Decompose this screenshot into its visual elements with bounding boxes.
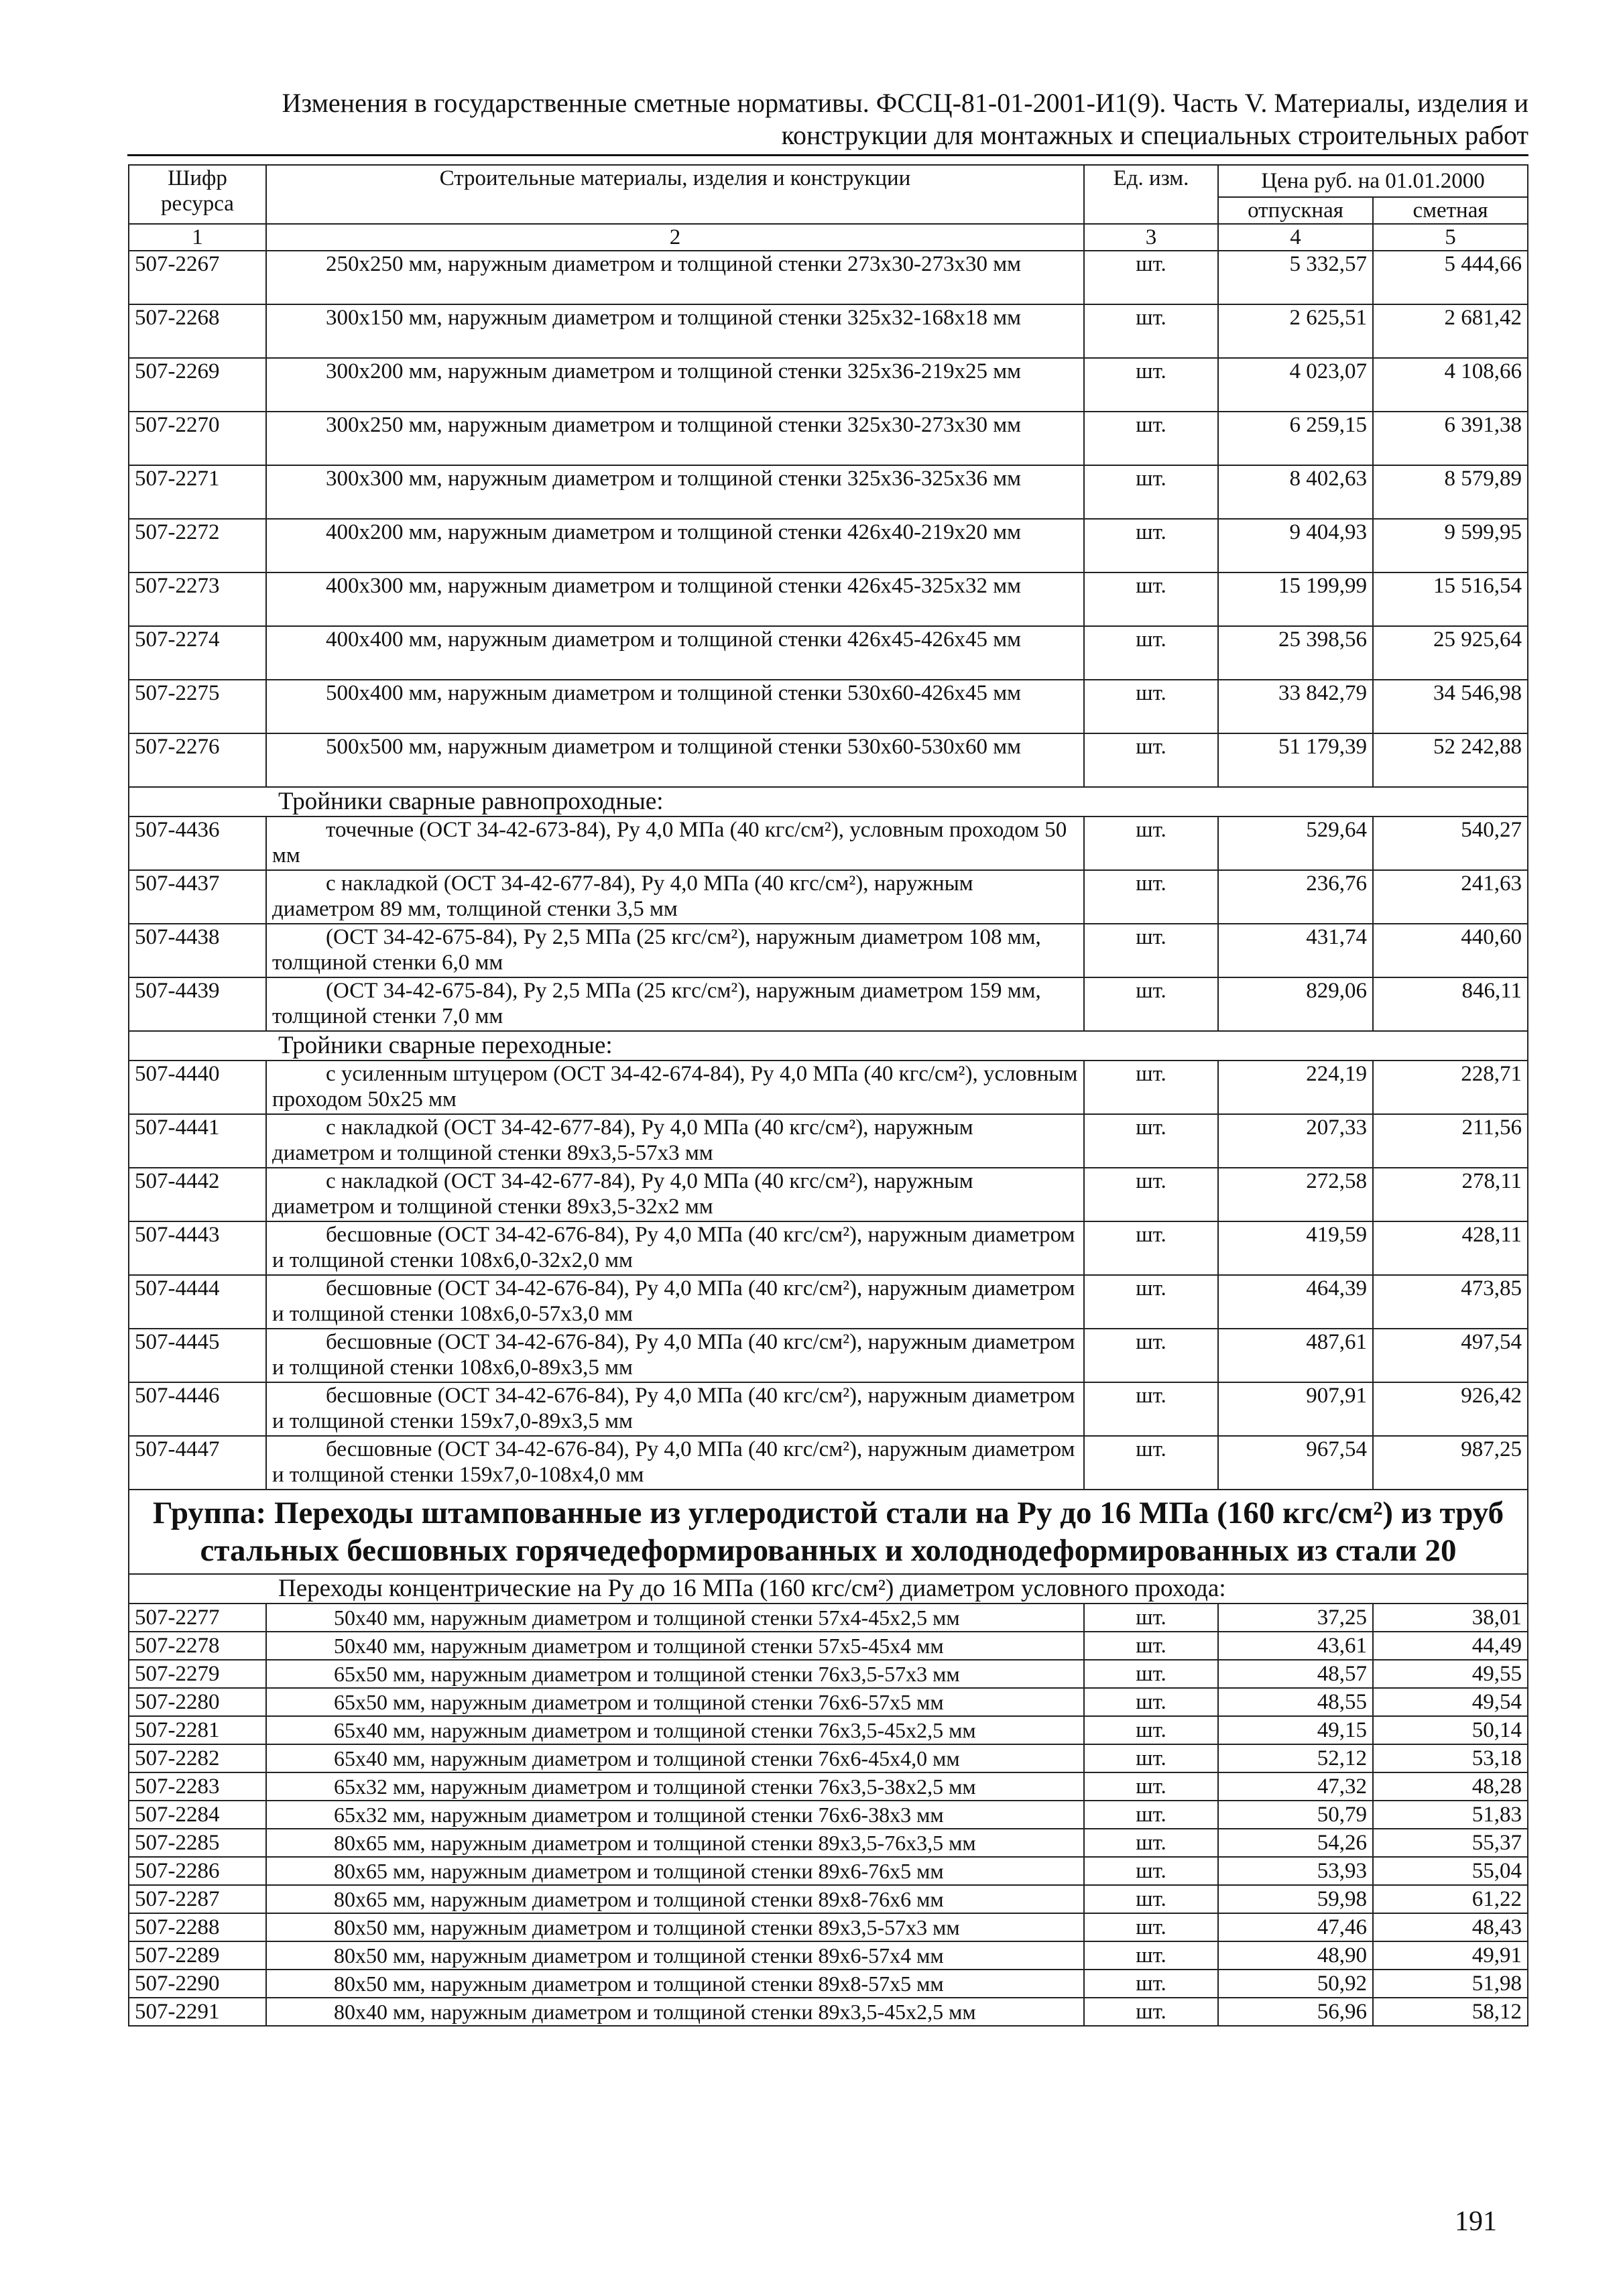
- resource-code: 507-2286: [129, 1857, 266, 1885]
- table-row: [129, 1688, 1528, 1716]
- section-subheading: Переходы концентрические на Ру до 16 МПа (160 кгс/см²) диаметром условного прохода:: [129, 1574, 1528, 1604]
- price-estimate: 8 579,89: [1373, 465, 1528, 519]
- price-estimate: 49,91: [1373, 1941, 1528, 1970]
- index-4: 4: [1218, 224, 1373, 251]
- resource-code: 507-2269: [129, 358, 266, 412]
- item-name: 65x50 мм, наружным диаметром и толщиной стенки 76x6-57x5 мм: [266, 1688, 1084, 1716]
- table-row: [129, 1970, 1528, 1998]
- price-estimate: 6 391,38: [1373, 412, 1528, 465]
- resource-code: 507-2268: [129, 304, 266, 358]
- item-name: 80x50 мм, наружным диаметром и толщиной стенки 89x8-57x5 мм: [266, 1970, 1084, 1998]
- price-estimate: 51,83: [1373, 1801, 1528, 1829]
- resource-code: 507-4444: [129, 1275, 266, 1329]
- item-name: бесшовные (ОСТ 34-42-676-84), Ру 4,0 МПа (40 кгс/см²), наружным диаметром и толщиной стенки 108x6,0-32x2,0 мм: [266, 1221, 1084, 1275]
- price-release: 6 259,15: [1218, 412, 1373, 465]
- index-3: 3: [1084, 224, 1218, 251]
- item-name: 80x50 мм, наружным диаметром и толщиной стенки 89x3,5-57x3 мм: [266, 1913, 1084, 1941]
- item-name: 50x40 мм, наружным диаметром и толщиной стенки 57x4-45x2,5 мм: [266, 1604, 1084, 1632]
- item-name: 500x400 мм, наружным диаметром и толщиной стенки 530x60-426x45 мм: [266, 680, 1084, 733]
- price-release: 829,06: [1218, 977, 1373, 1031]
- price-estimate: 440,60: [1373, 924, 1528, 977]
- price-estimate: 428,11: [1373, 1221, 1528, 1275]
- table-row: [129, 1857, 1528, 1885]
- item-unit: шт.: [1084, 680, 1218, 733]
- item-name: с накладкой (ОСТ 34-42-677-84), Ру 4,0 МПа (40 кгс/см²), наружным диаметром и толщиной стенки 89x3,5-32x2 мм: [266, 1168, 1084, 1221]
- table-index-row: [129, 224, 1528, 251]
- table-row: [129, 817, 1528, 870]
- item-unit: шт.: [1084, 1885, 1218, 1913]
- price-estimate: 49,55: [1373, 1660, 1528, 1688]
- price-release: 224,19: [1218, 1061, 1373, 1114]
- price-estimate: 55,04: [1373, 1857, 1528, 1885]
- group-title: Группа: Переходы штампованные из углеродистой стали на Ру до 16 МПа (160 кгс/см²) из труб стальных бесшовных горячедеформированных и холоднодеформированных из стали 20: [129, 1490, 1528, 1574]
- price-estimate: 52 242,88: [1373, 733, 1528, 787]
- price-estimate: 497,54: [1373, 1329, 1528, 1382]
- table-row: [129, 1829, 1528, 1857]
- resource-code: 507-4437: [129, 870, 266, 924]
- item-unit: шт.: [1084, 1857, 1218, 1885]
- item-name: 400x400 мм, наружным диаметром и толщиной стенки 426x45-426x45 мм: [266, 626, 1084, 680]
- price-estimate: 2 681,42: [1373, 304, 1528, 358]
- resource-code: 507-4441: [129, 1114, 266, 1168]
- table-row: [129, 1329, 1528, 1382]
- price-release: 15 199,99: [1218, 572, 1373, 626]
- table-row: [129, 1061, 1528, 1114]
- item-unit: шт.: [1084, 1382, 1218, 1436]
- header-rule: [127, 154, 1528, 156]
- resource-code: 507-4438: [129, 924, 266, 977]
- item-unit: шт.: [1084, 1436, 1218, 1490]
- price-release: 4 023,07: [1218, 358, 1373, 412]
- item-name: 250x250 мм, наружным диаметром и толщиной стенки 273x30-273x30 мм: [266, 251, 1084, 304]
- item-unit: шт.: [1084, 1998, 1218, 2026]
- item-unit: шт.: [1084, 1829, 1218, 1857]
- resource-code: 507-2291: [129, 1998, 266, 2026]
- price-estimate: 4 108,66: [1373, 358, 1528, 412]
- price-estimate: 48,43: [1373, 1913, 1528, 1941]
- header-estimate: сметная: [1373, 197, 1528, 224]
- item-unit: шт.: [1084, 733, 1218, 787]
- section-subheading-row: [129, 787, 1528, 817]
- item-name: 65x40 мм, наружным диаметром и толщиной стенки 76x3,5-45x2,5 мм: [266, 1716, 1084, 1744]
- price-estimate: 48,28: [1373, 1772, 1528, 1801]
- price-release: 43,61: [1218, 1632, 1373, 1660]
- price-release: 907,91: [1218, 1382, 1373, 1436]
- price-release: 48,57: [1218, 1660, 1373, 1688]
- table-row: [129, 519, 1528, 572]
- table-row: [129, 1772, 1528, 1801]
- price-release: 33 842,79: [1218, 680, 1373, 733]
- table-row: [129, 1275, 1528, 1329]
- price-release: 8 402,63: [1218, 465, 1373, 519]
- item-unit: шт.: [1084, 977, 1218, 1031]
- price-release: 431,74: [1218, 924, 1373, 977]
- item-unit: шт.: [1084, 1275, 1218, 1329]
- price-estimate: 55,37: [1373, 1829, 1528, 1857]
- item-unit: шт.: [1084, 1061, 1218, 1114]
- price-release: 53,93: [1218, 1857, 1373, 1885]
- item-name: 65x32 мм, наружным диаметром и толщиной стенки 76x6-38x3 мм: [266, 1801, 1084, 1829]
- item-name: 300x300 мм, наружным диаметром и толщиной стенки 325x36-325x36 мм: [266, 465, 1084, 519]
- section-subheading: Тройники сварные переходные:: [129, 1031, 1528, 1061]
- item-unit: шт.: [1084, 412, 1218, 465]
- item-unit: шт.: [1084, 1114, 1218, 1168]
- resource-code: 507-2282: [129, 1744, 266, 1772]
- header-line-2: конструкции для монтажных и специальных строительных работ: [781, 120, 1528, 150]
- price-release: 51 179,39: [1218, 733, 1373, 787]
- price-estimate: 50,14: [1373, 1716, 1528, 1744]
- resource-code: 507-2280: [129, 1688, 266, 1716]
- resource-code: 507-2284: [129, 1801, 266, 1829]
- item-name: (ОСТ 34-42-675-84), Ру 2,5 МПа (25 кгс/см²), наружным диаметром 159 мм, толщиной стенки 7,0 мм: [266, 977, 1084, 1031]
- resource-code: 507-2276: [129, 733, 266, 787]
- resource-code: 507-4446: [129, 1382, 266, 1436]
- price-release: 50,79: [1218, 1801, 1373, 1829]
- item-unit: шт.: [1084, 1168, 1218, 1221]
- price-release: 5 332,57: [1218, 251, 1373, 304]
- table-row: [129, 1632, 1528, 1660]
- table-row: [129, 924, 1528, 977]
- item-unit: шт.: [1084, 1632, 1218, 1660]
- resource-code: 507-2283: [129, 1772, 266, 1801]
- price-estimate: 987,25: [1373, 1436, 1528, 1490]
- item-unit: шт.: [1084, 1660, 1218, 1688]
- page-number: 191: [1455, 2206, 1497, 2237]
- table-row: [129, 1604, 1528, 1632]
- price-estimate: 228,71: [1373, 1061, 1528, 1114]
- item-name: с накладкой (ОСТ 34-42-677-84), Ру 4,0 МПа (40 кгс/см²), наружным диаметром 89 мм, толщиной стенки 3,5 мм: [266, 870, 1084, 924]
- item-name: 80x50 мм, наружным диаметром и толщиной стенки 89x6-57x4 мм: [266, 1941, 1084, 1970]
- resource-code: 507-2278: [129, 1632, 266, 1660]
- price-release: 56,96: [1218, 1998, 1373, 2026]
- table-row: [129, 680, 1528, 733]
- item-name: с накладкой (ОСТ 34-42-677-84), Ру 4,0 МПа (40 кгс/см²), наружным диаметром и толщиной стенки 89x3,5-57x3 мм: [266, 1114, 1084, 1168]
- item-name: 80x65 мм, наружным диаметром и толщиной стенки 89x6-76x5 мм: [266, 1857, 1084, 1885]
- item-name: (ОСТ 34-42-675-84), Ру 2,5 МПа (25 кгс/см²), наружным диаметром 108 мм, толщиной стенки 6,0 мм: [266, 924, 1084, 977]
- table-row: [129, 1382, 1528, 1436]
- resource-code: 507-2277: [129, 1604, 266, 1632]
- price-estimate: 38,01: [1373, 1604, 1528, 1632]
- table-row: [129, 1436, 1528, 1490]
- price-estimate: 540,27: [1373, 817, 1528, 870]
- resource-code: 507-2281: [129, 1716, 266, 1744]
- price-estimate: 278,11: [1373, 1168, 1528, 1221]
- item-name: бесшовные (ОСТ 34-42-676-84), Ру 4,0 МПа (40 кгс/см²), наружным диаметром и толщиной стенки 108x6,0-89x3,5 мм: [266, 1329, 1084, 1382]
- resource-code: 507-2272: [129, 519, 266, 572]
- item-name: 65x40 мм, наружным диаметром и толщиной стенки 76x6-45x4,0 мм: [266, 1744, 1084, 1772]
- resource-code: 507-4443: [129, 1221, 266, 1275]
- item-unit: шт.: [1084, 1221, 1218, 1275]
- item-name: 80x40 мм, наружным диаметром и толщиной стенки 89x3,5-45x2,5 мм: [266, 1998, 1084, 2026]
- price-estimate: 61,22: [1373, 1885, 1528, 1913]
- table-header-row: [129, 165, 1528, 197]
- resource-code: 507-2290: [129, 1970, 266, 1998]
- item-name: 500x500 мм, наружным диаметром и толщиной стенки 530x60-530x60 мм: [266, 733, 1084, 787]
- item-unit: шт.: [1084, 572, 1218, 626]
- table-row: [129, 1168, 1528, 1221]
- price-estimate: 51,98: [1373, 1970, 1528, 1998]
- price-estimate: 53,18: [1373, 1744, 1528, 1772]
- item-name: бесшовные (ОСТ 34-42-676-84), Ру 4,0 МПа (40 кгс/см²), наружным диаметром и толщиной стенки 108x6,0-57x3,0 мм: [266, 1275, 1084, 1329]
- price-estimate: 34 546,98: [1373, 680, 1528, 733]
- item-name: бесшовные (ОСТ 34-42-676-84), Ру 4,0 МПа (40 кгс/см²), наружным диаметром и толщиной стенки 159x7,0-108x4,0 мм: [266, 1436, 1084, 1490]
- price-release: 2 625,51: [1218, 304, 1373, 358]
- table-row: [129, 465, 1528, 519]
- price-estimate: 473,85: [1373, 1275, 1528, 1329]
- item-name: 65x32 мм, наружным диаметром и толщиной стенки 76x3,5-38x2,5 мм: [266, 1772, 1084, 1801]
- price-release: 529,64: [1218, 817, 1373, 870]
- item-unit: шт.: [1084, 817, 1218, 870]
- table-row: [129, 1221, 1528, 1275]
- section-subheading: Тройники сварные равнопроходные:: [129, 787, 1528, 817]
- item-unit: шт.: [1084, 870, 1218, 924]
- index-2: 2: [266, 224, 1084, 251]
- item-name: 300x250 мм, наружным диаметром и толщиной стенки 325x30-273x30 мм: [266, 412, 1084, 465]
- table-row: [129, 1801, 1528, 1829]
- price-release: 59,98: [1218, 1885, 1373, 1913]
- item-unit: шт.: [1084, 1941, 1218, 1970]
- price-estimate: 211,56: [1373, 1114, 1528, 1168]
- price-estimate: 58,12: [1373, 1998, 1528, 2026]
- resource-code: 507-2287: [129, 1885, 266, 1913]
- price-release: 9 404,93: [1218, 519, 1373, 572]
- item-name: 400x200 мм, наружным диаметром и толщиной стенки 426x40-219x20 мм: [266, 519, 1084, 572]
- price-estimate: 44,49: [1373, 1632, 1528, 1660]
- item-name: 80x65 мм, наружным диаметром и толщиной стенки 89x8-76x6 мм: [266, 1885, 1084, 1913]
- resource-code: 507-2285: [129, 1829, 266, 1857]
- table-row: [129, 358, 1528, 412]
- resource-code: 507-2267: [129, 251, 266, 304]
- price-release: 54,26: [1218, 1829, 1373, 1857]
- table-row: [129, 572, 1528, 626]
- table-row: [129, 977, 1528, 1031]
- item-unit: шт.: [1084, 1744, 1218, 1772]
- resource-code: 507-4436: [129, 817, 266, 870]
- resource-code: 507-2275: [129, 680, 266, 733]
- item-unit: шт.: [1084, 1970, 1218, 1998]
- resource-code: 507-2289: [129, 1941, 266, 1970]
- price-estimate: 926,42: [1373, 1382, 1528, 1436]
- price-estimate: 15 516,54: [1373, 572, 1528, 626]
- item-unit: шт.: [1084, 1688, 1218, 1716]
- index-1: 1: [129, 224, 266, 251]
- header-price: Цена руб. на 01.01.2000: [1218, 165, 1528, 197]
- item-unit: шт.: [1084, 924, 1218, 977]
- price-release: 464,39: [1218, 1275, 1373, 1329]
- price-release: 419,59: [1218, 1221, 1373, 1275]
- table-row: [129, 304, 1528, 358]
- group-title-row: [129, 1490, 1528, 1574]
- price-estimate: 9 599,95: [1373, 519, 1528, 572]
- resource-code: 507-2288: [129, 1913, 266, 1941]
- item-unit: шт.: [1084, 1329, 1218, 1382]
- price-release: 37,25: [1218, 1604, 1373, 1632]
- price-release: 48,90: [1218, 1941, 1373, 1970]
- table-row: [129, 1998, 1528, 2026]
- price-release: 272,58: [1218, 1168, 1373, 1221]
- item-name: 400x300 мм, наружным диаметром и толщиной стенки 426x45-325x32 мм: [266, 572, 1084, 626]
- item-name: 65x50 мм, наружным диаметром и толщиной стенки 76x3,5-57x3 мм: [266, 1660, 1084, 1688]
- resource-code: 507-4440: [129, 1061, 266, 1114]
- header-line-1: Изменения в государственные сметные нормативы. ФССЦ-81-01-2001-И1(9). Часть V. Материалы, изделия и: [282, 88, 1528, 118]
- resource-code: 507-2273: [129, 572, 266, 626]
- table-row: [129, 626, 1528, 680]
- section-subheading-row: [129, 1031, 1528, 1061]
- table-row: [129, 870, 1528, 924]
- price-release: 967,54: [1218, 1436, 1373, 1490]
- page-header: [127, 87, 1528, 152]
- table-row: [129, 1913, 1528, 1941]
- resource-code: 507-4442: [129, 1168, 266, 1221]
- section-subheading-row: [129, 1574, 1528, 1604]
- item-name: 300x200 мм, наружным диаметром и толщиной стенки 325x36-219x25 мм: [266, 358, 1084, 412]
- price-estimate: 49,54: [1373, 1688, 1528, 1716]
- item-unit: шт.: [1084, 1716, 1218, 1744]
- item-unit: шт.: [1084, 1801, 1218, 1829]
- price-release: 49,15: [1218, 1716, 1373, 1744]
- item-name: точечные (ОСТ 34-42-673-84), Ру 4,0 МПа (40 кгс/см²), условным проходом 50 мм: [266, 817, 1084, 870]
- resource-code: 507-4445: [129, 1329, 266, 1382]
- item-unit: шт.: [1084, 304, 1218, 358]
- item-unit: шт.: [1084, 251, 1218, 304]
- price-release: 47,32: [1218, 1772, 1373, 1801]
- item-name: 300x150 мм, наружным диаметром и толщиной стенки 325x32-168x18 мм: [266, 304, 1084, 358]
- header-name: Строительные материалы, изделия и конструкции: [266, 165, 1084, 224]
- resource-code: 507-2274: [129, 626, 266, 680]
- price-estimate: 241,63: [1373, 870, 1528, 924]
- item-unit: шт.: [1084, 1913, 1218, 1941]
- item-unit: шт.: [1084, 626, 1218, 680]
- table-row: [129, 251, 1528, 304]
- table-row: [129, 1941, 1528, 1970]
- price-release: 487,61: [1218, 1329, 1373, 1382]
- price-release: 50,92: [1218, 1970, 1373, 1998]
- price-release: 25 398,56: [1218, 626, 1373, 680]
- price-table: [128, 164, 1528, 2027]
- table-row: [129, 1885, 1528, 1913]
- price-release: 52,12: [1218, 1744, 1373, 1772]
- header-unit: Ед. изм.: [1084, 165, 1218, 224]
- resource-code: 507-4439: [129, 977, 266, 1031]
- item-name: бесшовные (ОСТ 34-42-676-84), Ру 4,0 МПа (40 кгс/см²), наружным диаметром и толщиной стенки 159x7,0-89x3,5 мм: [266, 1382, 1084, 1436]
- table-row: [129, 1114, 1528, 1168]
- item-unit: шт.: [1084, 465, 1218, 519]
- resource-code: 507-4447: [129, 1436, 266, 1490]
- price-estimate: 5 444,66: [1373, 251, 1528, 304]
- price-estimate: 25 925,64: [1373, 626, 1528, 680]
- resource-code: 507-2270: [129, 412, 266, 465]
- item-unit: шт.: [1084, 358, 1218, 412]
- item-unit: шт.: [1084, 1604, 1218, 1632]
- header-release: отпускная: [1218, 197, 1373, 224]
- item-name: 80x65 мм, наружным диаметром и толщиной стенки 89x3,5-76x3,5 мм: [266, 1829, 1084, 1857]
- item-name: с усиленным штуцером (ОСТ 34-42-674-84), Ру 4,0 МПа (40 кгс/см²), условным проходом 50x25 мм: [266, 1061, 1084, 1114]
- header-code: Шифр ресурса: [129, 165, 266, 224]
- table-row: [129, 412, 1528, 465]
- resource-code: 507-2271: [129, 465, 266, 519]
- table-row: [129, 1660, 1528, 1688]
- item-name: 50x40 мм, наружным диаметром и толщиной стенки 57x5-45x4 мм: [266, 1632, 1084, 1660]
- table-row: [129, 1716, 1528, 1744]
- item-unit: шт.: [1084, 1772, 1218, 1801]
- price-release: 47,46: [1218, 1913, 1373, 1941]
- price-release: 207,33: [1218, 1114, 1373, 1168]
- price-release: 236,76: [1218, 870, 1373, 924]
- resource-code: 507-2279: [129, 1660, 266, 1688]
- table-row: [129, 1744, 1528, 1772]
- price-estimate: 846,11: [1373, 977, 1528, 1031]
- item-unit: шт.: [1084, 519, 1218, 572]
- table-row: [129, 733, 1528, 787]
- index-5: 5: [1373, 224, 1528, 251]
- price-release: 48,55: [1218, 1688, 1373, 1716]
